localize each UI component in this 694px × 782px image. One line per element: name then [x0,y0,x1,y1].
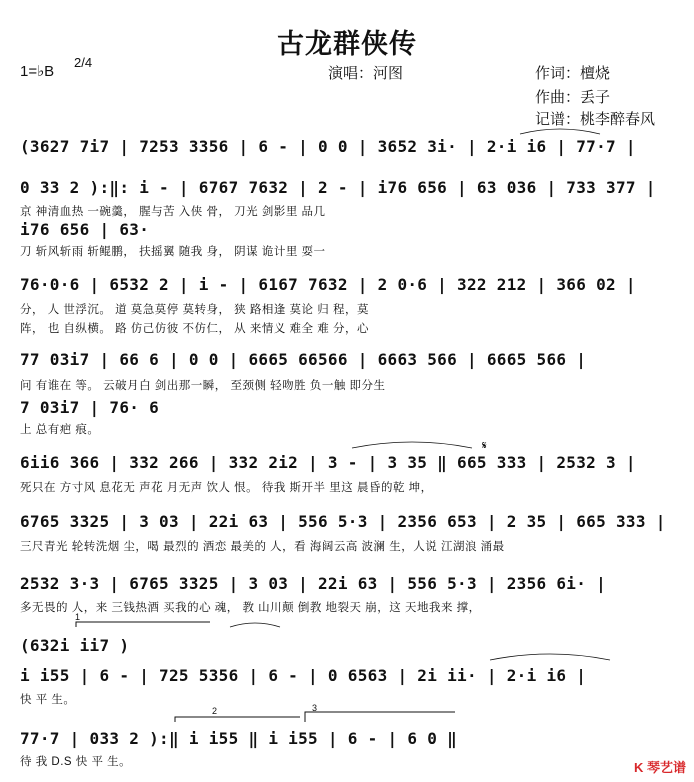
notation-row-5: 7 03i7 | 76· 6 [20,398,160,417]
site-watermark: K 琴艺谱 [633,760,686,775]
lyric-row-3a: 分， 人 世浮沉。 道 莫急莫停 莫转身， 狭 路相逢 莫论 归 程，莫 [20,304,369,316]
key-signature: 1=♭B [20,63,55,80]
notation-row-7: 6765 3325 | 3 03 | 22i 63 | 556 5·3 | 2356 653 | 2 35 | 665 333 | [20,512,666,531]
notation-row-10: 77·7 | 033 2 ):‖ i i55 ‖ i i55 | 6 - | 6 0 ‖ [20,729,458,748]
lyric-row-8: 多无畏的 人，来 三钱热酒 买我的心 魂， 教 山川颠 倒教 地裂天 崩，这 天地我来 撑， [20,602,481,614]
notation-row-2-alt: i76 656 | 63· [20,220,150,239]
lyric-row-2a: 京 神清血热 一碗羹， 腥与苦 入侠 骨， 刀光 剑影里 品几 [20,206,326,218]
lyric-row-5: 上 总有疤 痕。 [20,424,100,436]
volta-bracket-1 [76,622,210,627]
notation-row-6: 6ii6 366 | 332 266 | 332 2i2 | 3 - | 3 35 ‖ 665 333 | 2532 3 | [20,453,636,472]
notation-row-3: 76·0·6 | 6532 2 | i - | 6167 7632 | 2 0·6 | 322 212 | 366 02 | [20,275,636,294]
notation-row-8: 2532 3·3 | 6765 3325 | 3 03 | 22i 63 | 556 5·3 | 2356 6i· | [20,574,607,593]
composer-credit: 作曲：丢子 [535,89,611,106]
time-signature: 2/4 [74,55,93,70]
lyric-row-10: 待 我 D.S 快 平 生。 [20,756,132,768]
lyric-row-6: 死只在 方寸风 息花无 声花 月无声 饮人 恨。 待我 斯开半 里这 晨昏的乾 坤， [20,482,433,494]
transcriber-credit: 记谱：桃李醉春风 [535,111,656,128]
lyric-row-3b: 阵， 也 自纵横。 路 仿己仿彼 不仿仁， 从 来情义 难全 难 分，心 [20,323,369,335]
page-title: 古龙群侠传 [277,29,417,60]
lyricist-credit: 作词：檀烧 [535,65,611,82]
volta-bracket-2 [175,717,300,722]
lyric-row-7: 三尺青光 轮转洗烟 尘，喝 最烈的 酒恋 最美的 人，看 海阔云高 波澜 生，人说 江湖浪 涌最 [20,541,505,553]
lyric-row-9: 快 平 生。 [20,694,76,706]
notation-row-9-intro: (632i ii7 ) [20,636,130,655]
lyric-row-2b: 刀 斩风斩雨 斩鲲鹏， 扶摇翼 随我 身， 阴谋 诡计里 耍一 [20,246,326,258]
singer-credit: 演唱：河图 [328,65,404,82]
volta-2-number: 2 [212,706,218,716]
notation-row-2: 0 33 2 ):‖: i - | 6767 7632 | 2 - | i76 656 | 63 036 | 733 377 | [20,178,656,197]
volta-bracket-3 [305,712,455,722]
volta-3-number: 3 [312,703,318,713]
lyric-row-4: 问 有谁在 等。 云破月白 剑出那一瞬， 至颈侧 轻吻胜 负一触 即分生 [20,380,386,392]
notation-row-4: 77 03i7 | 66 6 | 0 0 | 6665 66566 | 6663 566 | 6665 566 | [20,350,587,369]
notation-row-9: i i55 | 6 - | 725 5356 | 6 - | 0 6563 | 2i ii· | 2·i i6 | [20,666,587,685]
volta-1-number: 1 [75,612,81,622]
notation-row-1: (3627 7i7 | 7253 3356 | 6 - | 0 0 | 3652 3i· | 2·i i6 | 77·7 | [20,137,636,156]
segno-icon: 𝄋 [482,439,487,452]
